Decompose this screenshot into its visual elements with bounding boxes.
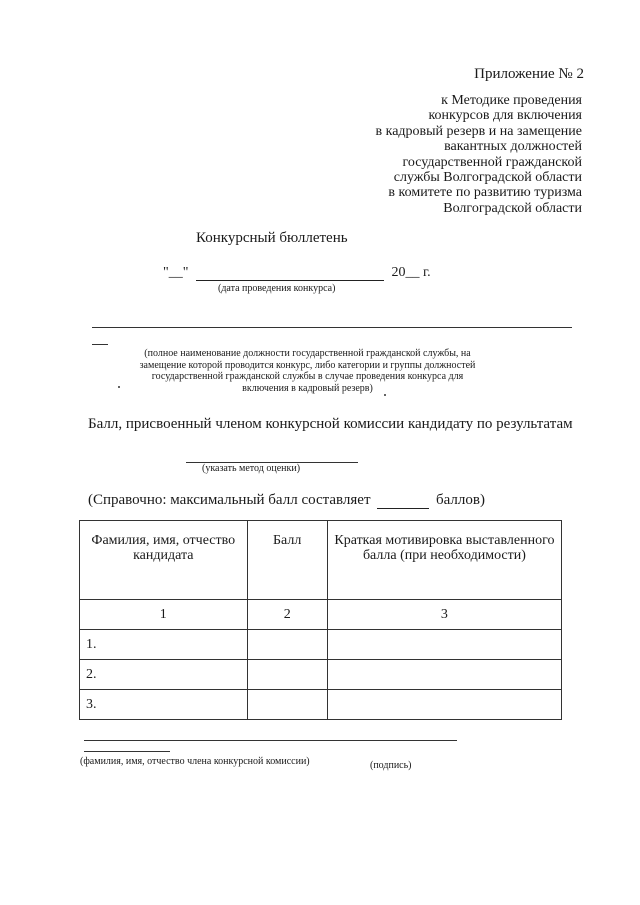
signature-blank-line-continued[interactable] (84, 751, 170, 752)
row-index[interactable]: 2. (80, 660, 248, 690)
score-table (79, 520, 562, 720)
date-day-quote: "__" (163, 265, 189, 280)
appendix-line: в кадровый резерв и на замещение (375, 123, 582, 139)
appendix-line: Волгоградской области (443, 200, 582, 216)
appendix-line: к Методике проведения (441, 93, 582, 108)
reason-cell[interactable] (327, 630, 561, 660)
header-candidate-name: Фамилия, имя, отчество кандидата (80, 521, 248, 600)
appendix-line: конкурсов для включения (428, 108, 582, 124)
reference-text-end: баллов) (436, 492, 485, 508)
scan-speck (118, 386, 120, 388)
date-field (163, 265, 431, 281)
reason-cell[interactable] (327, 660, 561, 690)
signature-blank-line[interactable] (84, 740, 457, 741)
appendix-line: службы Волгоградской области (393, 170, 582, 186)
header-score: Балл (247, 521, 327, 600)
position-blank-line-continued[interactable] (92, 344, 108, 345)
appendix-line: государственной гражданской (402, 154, 582, 170)
column-number-row (80, 600, 562, 630)
appendix-line: вакантных должностей (444, 139, 582, 155)
date-year: 20__ г. (391, 265, 431, 280)
signature-caption: (подпись) (370, 760, 412, 771)
table-row (80, 690, 562, 720)
date-caption: (дата проведения конкурса) (218, 283, 336, 294)
table-row (80, 630, 562, 660)
method-caption: (указать метод оценки) (202, 463, 301, 474)
position-blank-line[interactable] (92, 327, 572, 328)
table-header-row (80, 521, 562, 600)
date-blank-line[interactable] (196, 266, 384, 281)
column-number: 3 (327, 600, 561, 630)
column-number: 1 (80, 600, 248, 630)
max-score-blank[interactable] (377, 494, 429, 509)
member-name-caption: (фамилия, имя, отчество члена конкурсной комиссии) (80, 756, 310, 767)
score-cell[interactable] (247, 630, 327, 660)
appendix-title: Приложение № 2 (474, 66, 584, 82)
column-number: 2 (247, 600, 327, 630)
table-row (80, 660, 562, 690)
appendix-line: в комитете по развитию туризма (388, 185, 582, 201)
reference-text-start: (Справочно: максимальный балл составляет (88, 492, 371, 508)
header-reason: Краткая мотивировка выставленного балла (при необходимости) (327, 521, 561, 600)
row-index[interactable]: 1. (80, 630, 248, 660)
scan-speck (384, 394, 386, 396)
score-statement: Балл, присвоенный членом конкурсной комиссии кандидату по результатам (88, 416, 573, 432)
ballot-title: Конкурсный бюллетень (196, 230, 348, 246)
max-score-reference (88, 492, 485, 509)
score-cell[interactable] (247, 690, 327, 720)
reason-cell[interactable] (327, 690, 561, 720)
row-index[interactable]: 3. (80, 690, 248, 720)
position-caption: (полное наименование должности государственной гражданской службы, на замещение которой проводится конкурс, либо категории и группы должностей государственной гражданской службы в случае проведения конкурса для включения в кадровый резерв) (139, 348, 476, 394)
appendix-subtitle (322, 93, 582, 216)
score-cell[interactable] (247, 660, 327, 690)
